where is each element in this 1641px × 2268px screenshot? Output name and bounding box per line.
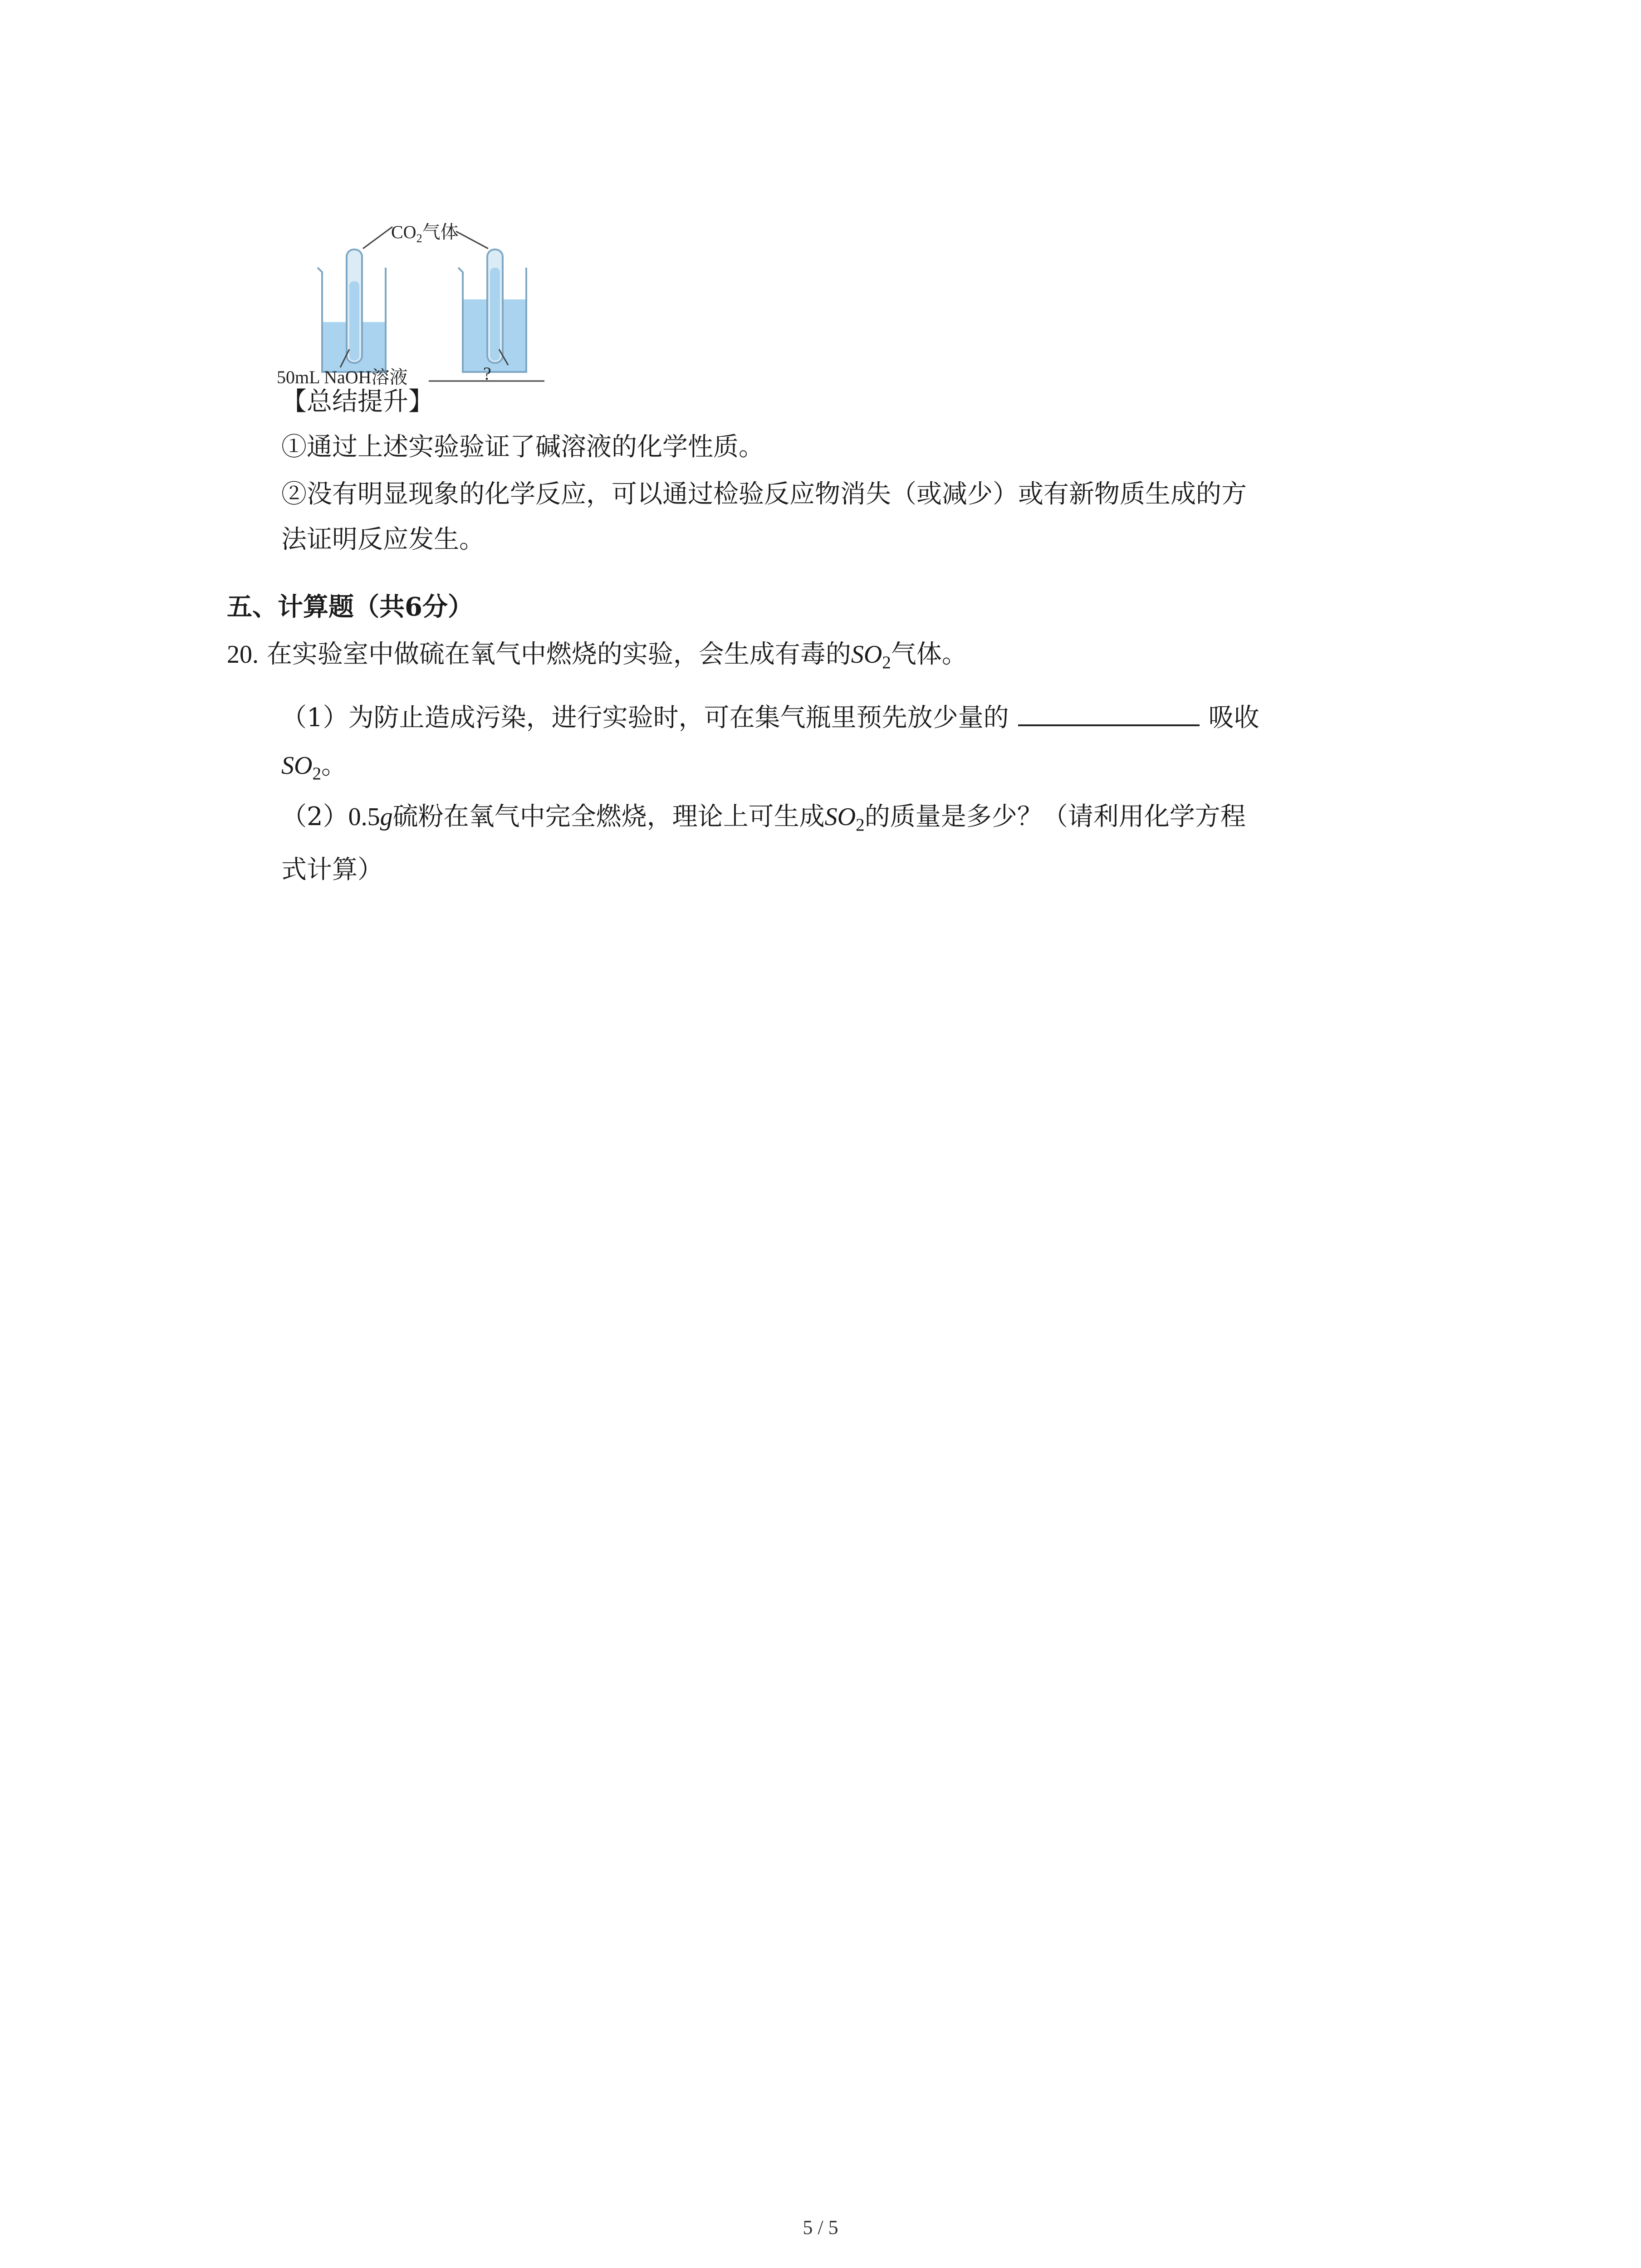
so2-formula: $SO_2$ (851, 640, 891, 673)
question-20-part-1: （1）为防止造成污染，进行实验时，可在集气瓶里预先放少量的 吸收 (281, 703, 1259, 733)
co2-gas-label: $CO_2$气体 (391, 222, 459, 245)
beaker-figure (272, 213, 563, 386)
so2-formula: $SO_2$ (281, 752, 322, 784)
section-5-heading: 五、计算题（共6分） (227, 592, 473, 622)
unknown-solution-label: ? (483, 363, 491, 384)
page-number: 5 / 5 (803, 2216, 838, 2239)
question-number: 20. (227, 640, 259, 669)
answer-blank[interactable] (1018, 706, 1200, 726)
right-beaker (458, 249, 526, 372)
left-beaker (318, 249, 386, 372)
question-20-part-1-cont: $SO_2$。 (281, 751, 347, 784)
summary-item-2-line-2: 法证明反应发生。 (281, 525, 485, 554)
question-20-part-2-cont: 式计算） (281, 855, 383, 885)
summary-item-1: ①通过上述实验验证了碱溶液的化学性质。 (281, 432, 764, 462)
summary-title: 【总结提升】 (281, 387, 434, 416)
question-20-part-2: （2）0.5g硫粉在氧气中完全燃烧，理论上可生成$SO_2$的质量是多少？（请利用化学方程 (281, 802, 1246, 835)
so2-formula: $SO_2$ (824, 803, 865, 835)
summary-item-2-line-1: ②没有明显现象的化学反应，可以通过检验反应物消失（或减少）或有新物质生成的方 (281, 479, 1247, 509)
naoh-solution-label: 50mL NaOH溶液 (277, 367, 408, 387)
question-20-stem: 20. 在实验室中做硫在氧气中燃烧的实验，会生成有毒的$SO_2$气体。 (227, 640, 967, 673)
